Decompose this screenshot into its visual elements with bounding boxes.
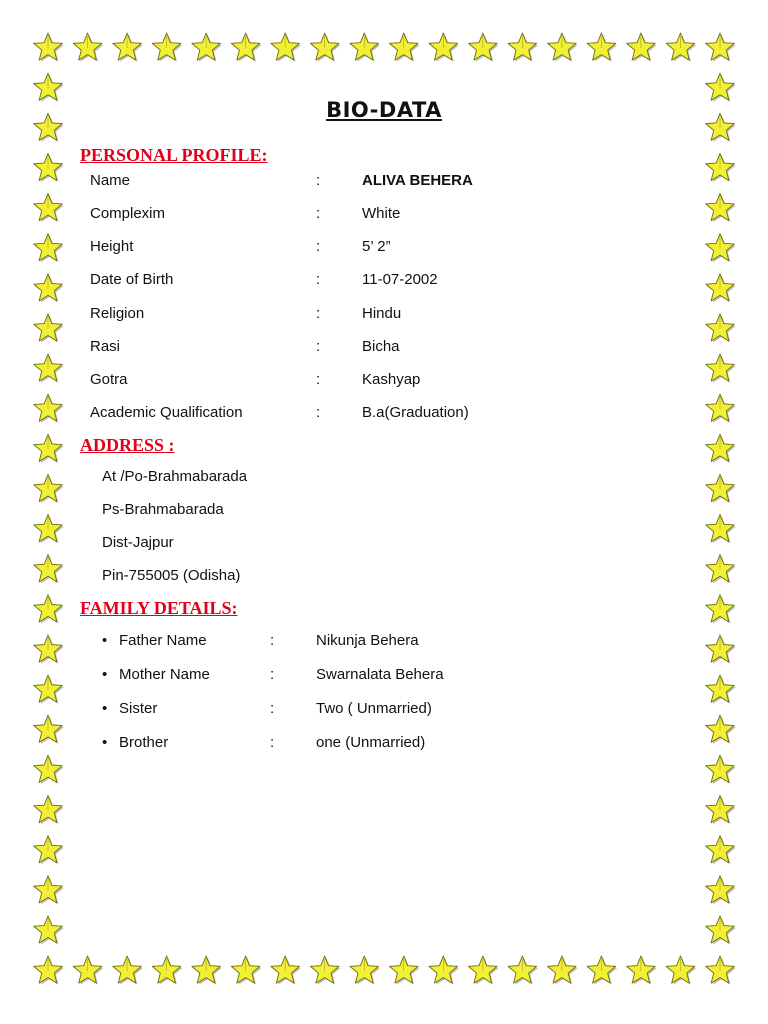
star-icon <box>706 956 736 985</box>
family-value: Nikunja Behera <box>316 632 419 649</box>
star-icon <box>34 836 64 865</box>
star-icon <box>73 956 103 985</box>
family-label: Mother Name <box>119 666 210 683</box>
profile-value: B.a(Graduation) <box>362 404 469 421</box>
star-icon <box>34 314 64 343</box>
star-icon <box>34 474 64 503</box>
family-separator: : <box>270 734 275 751</box>
star-icon <box>34 635 64 664</box>
star-icon <box>192 33 222 62</box>
star-icon <box>548 33 578 62</box>
star-icon <box>666 956 696 985</box>
star-icon <box>706 555 736 584</box>
star-icon <box>231 33 261 62</box>
star-icon <box>34 956 64 985</box>
profile-label: Religion <box>90 305 145 322</box>
profile-value: 11-07-2002 <box>362 271 438 288</box>
star-icon <box>113 956 143 985</box>
family-details-heading: FAMILY DETAILS: <box>80 598 238 618</box>
star-icon <box>706 755 736 784</box>
star-icon <box>34 595 64 624</box>
star-icon <box>231 956 261 985</box>
star-icon <box>627 33 657 62</box>
star-icon <box>706 635 736 664</box>
star-icon <box>587 956 617 985</box>
address-line: Pin-755005 (Odisha) <box>102 567 241 584</box>
bullet-icon: • <box>102 666 108 683</box>
star-icon <box>34 715 64 744</box>
profile-separator: : <box>316 172 321 189</box>
profile-value: White <box>362 205 401 222</box>
star-icon <box>34 274 64 303</box>
star-icon <box>706 194 736 223</box>
family-value: Two ( Unmarried) <box>316 700 432 717</box>
profile-label: Name <box>90 172 131 189</box>
star-icon <box>706 916 736 945</box>
profile-value: ALIVA BEHERA <box>362 172 473 189</box>
star-icon <box>34 394 64 423</box>
family-separator: : <box>270 700 275 717</box>
star-icon <box>34 795 64 824</box>
profile-label: Date of Birth <box>90 271 174 288</box>
address-heading: ADDRESS : <box>80 435 175 455</box>
profile-separator: : <box>316 238 321 255</box>
profile-separator: : <box>316 205 321 222</box>
profile-separator: : <box>316 338 321 355</box>
star-icon <box>310 33 340 62</box>
bullet-icon: • <box>102 632 108 649</box>
star-icon <box>350 33 380 62</box>
star-icon <box>34 434 64 463</box>
profile-value: Kashyap <box>362 371 421 388</box>
star-icon <box>192 956 222 985</box>
star-icon <box>152 956 182 985</box>
star-icon <box>508 956 538 985</box>
profile-label: Rasi <box>90 338 121 355</box>
profile-separator: : <box>316 404 321 421</box>
profile-label: Height <box>90 238 134 255</box>
star-icon <box>34 194 64 223</box>
profile-value: Bicha <box>362 338 400 355</box>
star-icon <box>34 876 64 905</box>
star-icon <box>706 234 736 263</box>
star-icon <box>34 755 64 784</box>
profile-value: 5’ 2” <box>362 238 391 255</box>
star-icon <box>271 956 301 985</box>
family-label: Sister <box>119 700 158 717</box>
star-icon <box>706 515 736 544</box>
address-line: At /Po-Brahmabarada <box>102 468 248 485</box>
star-icon <box>706 33 736 62</box>
star-icon <box>310 956 340 985</box>
star-icon <box>34 555 64 584</box>
star-icon <box>706 836 736 865</box>
star-icon <box>706 314 736 343</box>
star-icon <box>508 33 538 62</box>
star-icon <box>34 153 64 182</box>
family-label: Father Name <box>119 632 207 649</box>
family-value: one (Unmarried) <box>316 734 426 751</box>
star-icon <box>706 354 736 383</box>
profile-label: Academic Qualification <box>90 404 243 421</box>
star-icon <box>271 33 301 62</box>
star-icon <box>34 916 64 945</box>
star-icon <box>706 595 736 624</box>
address-line: Dist-Jajpur <box>102 534 174 551</box>
star-icon <box>350 956 380 985</box>
star-icon <box>113 33 143 62</box>
star-icon <box>429 956 459 985</box>
star-icon <box>706 274 736 303</box>
star-icon <box>706 675 736 704</box>
family-value: Swarnalata Behera <box>316 666 444 683</box>
star-icon <box>706 715 736 744</box>
star-icon <box>34 234 64 263</box>
star-icon <box>390 956 420 985</box>
star-icon <box>706 434 736 463</box>
profile-value: Hindu <box>362 305 402 322</box>
star-icon <box>706 876 736 905</box>
star-icon <box>34 515 64 544</box>
star-icon <box>469 956 499 985</box>
star-icon <box>73 33 103 62</box>
star-icon <box>587 33 617 62</box>
profile-separator: : <box>316 305 321 322</box>
star-icon <box>34 33 64 62</box>
star-icon <box>548 956 578 985</box>
star-icon <box>34 675 64 704</box>
star-icon <box>706 153 736 182</box>
address-line: Ps-Brahmabarada <box>102 501 224 518</box>
family-label: Brother <box>119 734 169 751</box>
page-title: BIO-DATA <box>326 98 442 122</box>
star-icon <box>706 394 736 423</box>
star-icon <box>706 474 736 503</box>
star-icon <box>666 33 696 62</box>
personal-profile-heading: PERSONAL PROFILE: <box>80 145 268 165</box>
star-icon <box>34 354 64 383</box>
profile-separator: : <box>316 371 321 388</box>
star-icon <box>152 33 182 62</box>
star-icon <box>390 33 420 62</box>
bullet-icon: • <box>102 734 108 751</box>
star-icon <box>627 956 657 985</box>
family-separator: : <box>270 666 275 683</box>
star-icon <box>469 33 499 62</box>
star-icon <box>429 33 459 62</box>
bullet-icon: • <box>102 700 108 717</box>
star-icon <box>706 795 736 824</box>
profile-label: Complexim <box>90 205 166 222</box>
profile-label: Gotra <box>90 371 128 388</box>
profile-separator: : <box>316 271 321 288</box>
family-separator: : <box>270 632 275 649</box>
